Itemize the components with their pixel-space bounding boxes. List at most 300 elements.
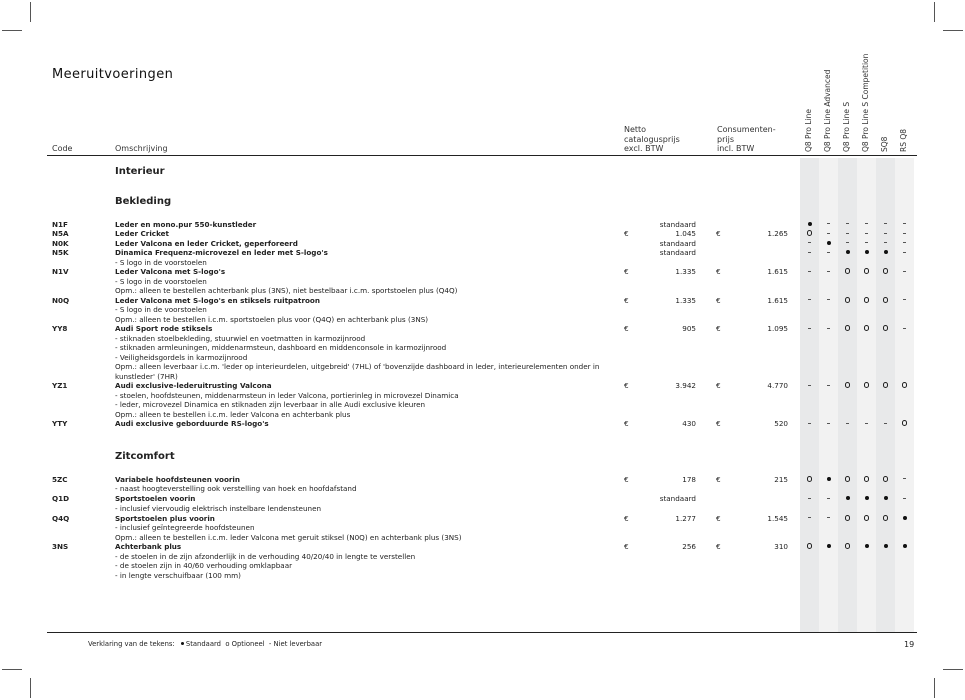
model-header bbox=[819, 42, 838, 152]
option-name: Leder Cricket bbox=[115, 229, 169, 238]
not-available-dash-icon bbox=[827, 423, 830, 424]
option-name: Audi exclusive-lederuitrusting Valcona bbox=[115, 381, 272, 390]
crop-mark bbox=[934, 2, 935, 22]
section-heading-interieur: Interieur bbox=[115, 166, 165, 177]
availability-cell bbox=[819, 494, 838, 503]
header-net-price-line: catalogusprijs bbox=[624, 134, 680, 144]
availability-cell bbox=[838, 381, 857, 390]
standard-dot-icon bbox=[884, 544, 888, 548]
availability-cell bbox=[876, 296, 895, 305]
crop-mark bbox=[943, 669, 963, 670]
option-note: - S logo in de voorstoelen bbox=[115, 276, 207, 286]
consumer-price-currency: € bbox=[716, 419, 721, 428]
optional-circle-icon bbox=[864, 297, 870, 303]
availability-cell bbox=[895, 542, 914, 551]
availability-cell bbox=[895, 324, 914, 333]
table-row-note bbox=[0, 334, 965, 343]
model-header bbox=[876, 42, 895, 152]
not-available-dash-icon bbox=[846, 242, 849, 243]
net-price: 905 bbox=[682, 324, 696, 333]
availability-cell bbox=[895, 296, 914, 305]
footer-divider bbox=[47, 632, 917, 633]
availability-cell bbox=[800, 239, 819, 248]
availability-cell bbox=[838, 475, 857, 484]
table-row-note bbox=[0, 504, 965, 513]
availability-cell bbox=[857, 324, 876, 333]
option-code: YY8 bbox=[52, 324, 68, 333]
table-row-note bbox=[0, 523, 965, 532]
standard-dot-icon bbox=[827, 544, 831, 548]
option-note: - Veiligheidsgordels in karmozijnrood bbox=[115, 352, 248, 362]
consumer-price-currency: € bbox=[716, 324, 721, 333]
model-header bbox=[895, 42, 914, 152]
availability-cell bbox=[800, 381, 819, 390]
option-note: - S logo in de voorstoelen bbox=[115, 257, 207, 267]
option-code: 5ZC bbox=[52, 474, 68, 484]
availability-cell bbox=[895, 514, 914, 523]
optional-circle-icon bbox=[883, 382, 889, 388]
option-code: N0Q bbox=[52, 295, 70, 305]
option-name: Sportstoelen plus voorin bbox=[115, 513, 215, 523]
not-available-dash-icon bbox=[865, 233, 868, 234]
availability-cell bbox=[800, 324, 819, 333]
header-consumer-price bbox=[717, 125, 776, 154]
consumer-price: 4.770 bbox=[767, 381, 788, 390]
legend-optional: o Optioneel bbox=[225, 640, 265, 648]
table-row bbox=[0, 419, 965, 428]
option-name: Leder en mono.pur 550-kunstleder bbox=[115, 219, 257, 229]
standard-dot-icon bbox=[903, 516, 907, 520]
availability-cell bbox=[819, 229, 838, 238]
optional-circle-icon bbox=[845, 297, 851, 303]
legend-label: Verklaring van de tekens: bbox=[88, 640, 175, 648]
net-price: 1.335 bbox=[675, 295, 696, 305]
not-available-dash-icon bbox=[808, 423, 811, 424]
table-row bbox=[0, 542, 965, 551]
not-available-dash-icon bbox=[903, 252, 906, 253]
option-note: - inclusief geïntegreerde hoofdsteunen bbox=[115, 523, 255, 532]
standard-dot-icon bbox=[884, 250, 888, 254]
not-available-dash-icon bbox=[808, 242, 811, 243]
not-available-dash-icon bbox=[827, 252, 830, 253]
optional-circle-icon bbox=[845, 476, 851, 482]
option-name: Leder Valcona met S-logo's en stiksels ruitpatroon bbox=[115, 295, 320, 305]
net-price: 178 bbox=[682, 474, 696, 484]
option-code: N5A bbox=[52, 229, 69, 238]
optional-circle-icon bbox=[864, 476, 870, 482]
availability-cell bbox=[857, 296, 876, 305]
table-row bbox=[0, 475, 965, 484]
not-available-dash-icon bbox=[903, 478, 906, 479]
option-code: N0K bbox=[52, 238, 69, 248]
net-price: standaard bbox=[659, 248, 696, 257]
not-available-dash-icon bbox=[808, 271, 811, 272]
net-price: standaard bbox=[659, 238, 696, 248]
availability-cell bbox=[895, 229, 914, 238]
not-available-dash-icon bbox=[865, 242, 868, 243]
option-code: YTY bbox=[52, 419, 68, 428]
model-header-label: RS Q8 bbox=[899, 128, 908, 152]
availability-cell bbox=[857, 239, 876, 248]
net-price-currency: € bbox=[624, 229, 629, 238]
standard-dot-icon bbox=[865, 250, 869, 254]
optional-circle-icon bbox=[902, 382, 908, 388]
not-available-dash-icon bbox=[884, 233, 887, 234]
availability-cell bbox=[800, 296, 819, 305]
standard-dot-icon bbox=[808, 222, 812, 226]
not-available-dash-icon bbox=[903, 328, 906, 329]
availability-cell bbox=[876, 542, 895, 551]
optional-circle-icon bbox=[807, 230, 813, 236]
table-row bbox=[0, 248, 965, 257]
option-note: - stiknaden armleuningen, middenarmsteun, dashboard en middenconsole in karmozijnrood bbox=[115, 343, 447, 352]
availability-cell bbox=[838, 324, 857, 333]
option-note: - stoelen, hoofdsteunen, middenarmsteun in leder Valcona, portierinleg in microvezel Dinamica bbox=[115, 390, 459, 400]
not-available-dash-icon bbox=[903, 233, 906, 234]
availability-cell bbox=[838, 542, 857, 551]
table-row-note bbox=[0, 343, 965, 352]
not-available-dash-icon bbox=[808, 385, 811, 386]
net-price: 430 bbox=[682, 419, 696, 428]
not-available-dash-icon bbox=[865, 223, 868, 224]
standard-dot-icon bbox=[884, 496, 888, 500]
option-code: 3NS bbox=[52, 542, 69, 551]
availability-cell bbox=[819, 220, 838, 229]
net-price-currency: € bbox=[624, 324, 629, 333]
model-header bbox=[838, 42, 857, 152]
availability-cell bbox=[876, 267, 895, 276]
option-note: - de stoelen zijn in 40/60 verhouding omklapbaar bbox=[115, 561, 293, 570]
model-header-label: SQ8 bbox=[880, 136, 889, 152]
not-available-dash-icon bbox=[808, 498, 811, 499]
availability-cell bbox=[819, 239, 838, 248]
table-row-note bbox=[0, 372, 965, 381]
net-price-currency: € bbox=[624, 267, 629, 276]
consumer-price-currency: € bbox=[716, 267, 721, 276]
option-name: Leder Valcona met S-logo's bbox=[115, 267, 226, 276]
crop-mark bbox=[934, 678, 935, 698]
option-note: - in lengte verschuifbaar (100 mm) bbox=[115, 570, 241, 580]
availability-cell bbox=[838, 229, 857, 238]
net-price: standaard bbox=[659, 219, 696, 229]
not-available-dash-icon bbox=[903, 242, 906, 243]
option-note: Opm.: alleen te bestellen achterbank plus (3NS), niet bestelbaar i.c.m. sportstoelen plus (Q4Q) bbox=[115, 286, 458, 295]
consumer-price: 1.615 bbox=[767, 295, 788, 305]
header-net-price-line: Netto bbox=[624, 125, 647, 134]
optional-circle-icon bbox=[845, 543, 851, 549]
header-description: Omschrijving bbox=[115, 144, 168, 153]
consumer-price: 1.095 bbox=[767, 324, 788, 333]
optional-circle-icon bbox=[845, 515, 851, 521]
optional-circle-icon bbox=[883, 325, 889, 331]
option-name: Achterbank plus bbox=[115, 542, 182, 551]
section-heading-bekleding: Bekleding bbox=[115, 196, 172, 207]
legend-standard: Standaard bbox=[185, 640, 221, 648]
option-note: - S logo in de voorstoelen bbox=[115, 305, 207, 314]
not-available-dash-icon bbox=[808, 517, 811, 518]
availability-cell bbox=[876, 494, 895, 503]
crop-mark bbox=[30, 678, 31, 698]
optional-circle-icon bbox=[864, 325, 870, 331]
crop-mark bbox=[2, 669, 22, 670]
not-available-dash-icon bbox=[903, 271, 906, 272]
table-row-note bbox=[0, 552, 965, 561]
header-divider bbox=[47, 155, 917, 156]
availability-cell bbox=[800, 220, 819, 229]
table-row-note bbox=[0, 362, 965, 371]
header-consumer-price-line: incl. BTW bbox=[717, 144, 755, 153]
availability-cell bbox=[819, 267, 838, 276]
not-available-dash-icon bbox=[827, 517, 830, 518]
crop-mark bbox=[2, 30, 22, 31]
availability-cell bbox=[857, 475, 876, 484]
table-row bbox=[0, 229, 965, 238]
availability-cell bbox=[838, 220, 857, 229]
option-name: Variabele hoofdsteunen voorin bbox=[115, 474, 241, 484]
availability-cell bbox=[876, 324, 895, 333]
option-code: N1V bbox=[52, 267, 69, 276]
option-note: Opm.: alleen te bestellen i.c.m. leder Valcona en achterbank plus bbox=[115, 409, 351, 419]
availability-cell bbox=[857, 267, 876, 276]
option-note: Opm.: alleen te bestellen i.c.m. sportstoelen plus voor (Q4Q) en achterbank plus (3NS) bbox=[115, 314, 429, 324]
option-name: Sportstoelen voorin bbox=[115, 494, 196, 503]
availability-cell bbox=[857, 381, 876, 390]
page-number: 19 bbox=[904, 640, 915, 649]
availability-cell bbox=[819, 248, 838, 257]
model-header-label: Q8 Pro Line bbox=[804, 109, 813, 152]
option-note: - leder, microvezel Dinamica en stiknaden zijn leverbaar in alle Audi exclusive kleuren bbox=[115, 400, 426, 409]
availability-cell bbox=[857, 419, 876, 428]
option-code: N5K bbox=[52, 248, 69, 257]
availability-cell bbox=[838, 296, 857, 305]
availability-cell bbox=[895, 494, 914, 503]
standard-dot-icon bbox=[181, 642, 184, 645]
not-available-dash-icon bbox=[808, 252, 811, 253]
table-row-note bbox=[0, 277, 965, 286]
option-note: kunstleder' (7HR) bbox=[115, 371, 178, 381]
model-header bbox=[800, 42, 819, 152]
optional-circle-icon bbox=[883, 268, 889, 274]
consumer-price: 310 bbox=[774, 542, 788, 551]
not-available-dash-icon bbox=[827, 328, 830, 329]
not-available-dash-icon bbox=[903, 299, 906, 300]
availability-cell bbox=[876, 514, 895, 523]
table-row-note bbox=[0, 571, 965, 580]
optional-circle-icon bbox=[845, 268, 851, 274]
legend bbox=[88, 640, 322, 648]
availability-cell bbox=[800, 419, 819, 428]
not-available-dash-icon bbox=[846, 233, 849, 234]
optional-circle-icon bbox=[883, 476, 889, 482]
standard-dot-icon bbox=[846, 250, 850, 254]
availability-cell bbox=[819, 419, 838, 428]
section-heading-zitcomfort: Zitcomfort bbox=[115, 451, 175, 462]
net-price-currency: € bbox=[624, 381, 629, 390]
availability-cell bbox=[876, 229, 895, 238]
availability-cell bbox=[800, 248, 819, 257]
availability-cell bbox=[838, 419, 857, 428]
not-available-dash-icon bbox=[827, 223, 830, 224]
standard-dot-icon bbox=[865, 496, 869, 500]
consumer-price: 1.265 bbox=[767, 229, 788, 238]
option-code: Q1D bbox=[52, 494, 70, 503]
table-row-note bbox=[0, 286, 965, 295]
option-note: - de stoelen in de zijn afzonderlijk in de verhouding 40/20/40 in lengte te verstellen bbox=[115, 551, 416, 561]
header-net-price bbox=[624, 125, 680, 154]
consumer-price-currency: € bbox=[716, 229, 721, 238]
standard-dot-icon bbox=[827, 477, 831, 481]
availability-cell bbox=[857, 494, 876, 503]
availability-cell bbox=[876, 381, 895, 390]
availability-cell bbox=[800, 229, 819, 238]
optional-circle-icon bbox=[902, 420, 908, 426]
option-note: - naast hoogteverstelling ook verstelling van hoek en hoofdafstand bbox=[115, 484, 357, 493]
not-available-dash-icon bbox=[808, 299, 811, 300]
crop-mark bbox=[30, 2, 31, 22]
header-net-price-line: excl. BTW bbox=[624, 144, 664, 153]
table-row-note bbox=[0, 533, 965, 542]
not-available-dash-icon bbox=[865, 423, 868, 424]
consumer-price-currency: € bbox=[716, 474, 721, 484]
option-name: Audi exclusive geborduurde RS-logo's bbox=[115, 419, 269, 428]
availability-cell bbox=[819, 475, 838, 484]
availability-cell bbox=[838, 248, 857, 257]
availability-cell bbox=[857, 514, 876, 523]
table-row-note bbox=[0, 410, 965, 419]
option-name: Leder Valcona en leder Cricket, geperforeerd bbox=[115, 238, 298, 248]
header-consumer-price-line: Consumenten- bbox=[717, 125, 776, 134]
option-note: - stiknaden stoelbekleding, stuurwiel en voetmatten in karmozijnrood bbox=[115, 333, 366, 343]
table-row-note bbox=[0, 305, 965, 314]
consumer-price: 1.615 bbox=[767, 267, 788, 276]
net-price-currency: € bbox=[624, 295, 629, 305]
availability-cell bbox=[857, 248, 876, 257]
optional-circle-icon bbox=[864, 515, 870, 521]
availability-cell bbox=[819, 324, 838, 333]
optional-circle-icon bbox=[864, 268, 870, 274]
not-available-dash-icon bbox=[827, 233, 830, 234]
availability-cell bbox=[895, 381, 914, 390]
availability-cell bbox=[838, 494, 857, 503]
availability-cell bbox=[800, 475, 819, 484]
table-row bbox=[0, 514, 965, 523]
not-available-dash-icon bbox=[808, 328, 811, 329]
net-price-currency: € bbox=[624, 474, 629, 484]
optional-circle-icon bbox=[807, 476, 813, 482]
availability-cell bbox=[876, 419, 895, 428]
not-available-dash-icon bbox=[884, 223, 887, 224]
not-available-dash-icon bbox=[827, 299, 830, 300]
availability-cell bbox=[800, 514, 819, 523]
availability-cell bbox=[857, 542, 876, 551]
net-price: 3.942 bbox=[675, 381, 696, 390]
optional-circle-icon bbox=[883, 297, 889, 303]
not-available-dash-icon bbox=[846, 423, 849, 424]
model-header bbox=[857, 42, 876, 152]
table-row bbox=[0, 494, 965, 503]
consumer-price: 1.545 bbox=[767, 513, 788, 523]
option-code: Q4Q bbox=[52, 513, 70, 523]
optional-circle-icon bbox=[807, 543, 813, 549]
model-header-label: Q8 Pro Line S bbox=[842, 101, 851, 152]
option-note: - inclusief viervoudig elektrisch instelbare lendensteunen bbox=[115, 503, 322, 513]
not-available-dash-icon bbox=[827, 271, 830, 272]
table-row-note bbox=[0, 561, 965, 570]
availability-cell bbox=[876, 248, 895, 257]
header-consumer-price-line: prijs bbox=[717, 134, 734, 144]
optional-circle-icon bbox=[883, 515, 889, 521]
option-note: Opm.: alleen te bestellen i.c.m. leder Valcona met geruit stiksel (N0Q) en achterbank plus (3NS) bbox=[115, 532, 462, 542]
not-available-dash-icon bbox=[846, 223, 849, 224]
net-price: 256 bbox=[682, 542, 696, 551]
net-price: 1.335 bbox=[675, 267, 696, 276]
availability-cell bbox=[800, 542, 819, 551]
table-row-note bbox=[0, 400, 965, 409]
availability-cell bbox=[876, 239, 895, 248]
consumer-price-currency: € bbox=[716, 513, 721, 523]
table-row bbox=[0, 381, 965, 390]
consumer-price: 520 bbox=[774, 419, 788, 428]
optional-circle-icon bbox=[845, 382, 851, 388]
availability-cell bbox=[819, 381, 838, 390]
net-price: 1.045 bbox=[675, 229, 696, 238]
availability-cell bbox=[838, 239, 857, 248]
header-code: Code bbox=[52, 144, 73, 153]
availability-cell bbox=[819, 296, 838, 305]
not-available-dash-icon bbox=[903, 223, 906, 224]
availability-cell bbox=[895, 220, 914, 229]
page-title: Meeruitvoeringen bbox=[52, 67, 174, 82]
option-note: Opm.: alleen leverbaar i.c.m. 'leder op interieurdelen, uitgebreid' (7HL) of 'bovenzijde dashboard in leder, interieurelementen onder in bbox=[115, 362, 600, 371]
table-row-note bbox=[0, 391, 965, 400]
optional-circle-icon bbox=[864, 382, 870, 388]
consumer-price: 215 bbox=[774, 474, 788, 484]
availability-cell bbox=[857, 229, 876, 238]
availability-cell bbox=[838, 267, 857, 276]
not-available-dash-icon bbox=[827, 385, 830, 386]
availability-cell bbox=[895, 248, 914, 257]
option-name: Dinamica Frequenz-microvezel en leder met S-logo's bbox=[115, 248, 328, 257]
crop-mark bbox=[943, 30, 963, 31]
option-code: YZ1 bbox=[52, 381, 68, 390]
not-available-dash-icon bbox=[884, 242, 887, 243]
availability-cell bbox=[857, 220, 876, 229]
availability-cell bbox=[876, 475, 895, 484]
not-available-dash-icon bbox=[884, 423, 887, 424]
optional-circle-icon bbox=[845, 325, 851, 331]
availability-cell bbox=[895, 419, 914, 428]
model-header-label: Q8 Pro Line Advanced bbox=[823, 69, 832, 152]
table-row-note bbox=[0, 353, 965, 362]
availability-cell bbox=[895, 267, 914, 276]
table-row bbox=[0, 324, 965, 333]
availability-cell bbox=[819, 542, 838, 551]
standard-dot-icon bbox=[827, 241, 831, 245]
availability-cell bbox=[838, 514, 857, 523]
availability-cell bbox=[800, 267, 819, 276]
net-price: 1.277 bbox=[675, 513, 696, 523]
table-row-note bbox=[0, 484, 965, 493]
availability-cell bbox=[895, 239, 914, 248]
standard-dot-icon bbox=[846, 496, 850, 500]
not-available-dash-icon bbox=[827, 498, 830, 499]
table-row bbox=[0, 220, 965, 229]
availability-cell bbox=[800, 494, 819, 503]
model-header-label: Q8 Pro Line S Competition bbox=[861, 53, 870, 152]
option-name: Audi Sport rode stiksels bbox=[115, 324, 213, 333]
net-price: standaard bbox=[659, 494, 696, 503]
availability-cell bbox=[876, 220, 895, 229]
